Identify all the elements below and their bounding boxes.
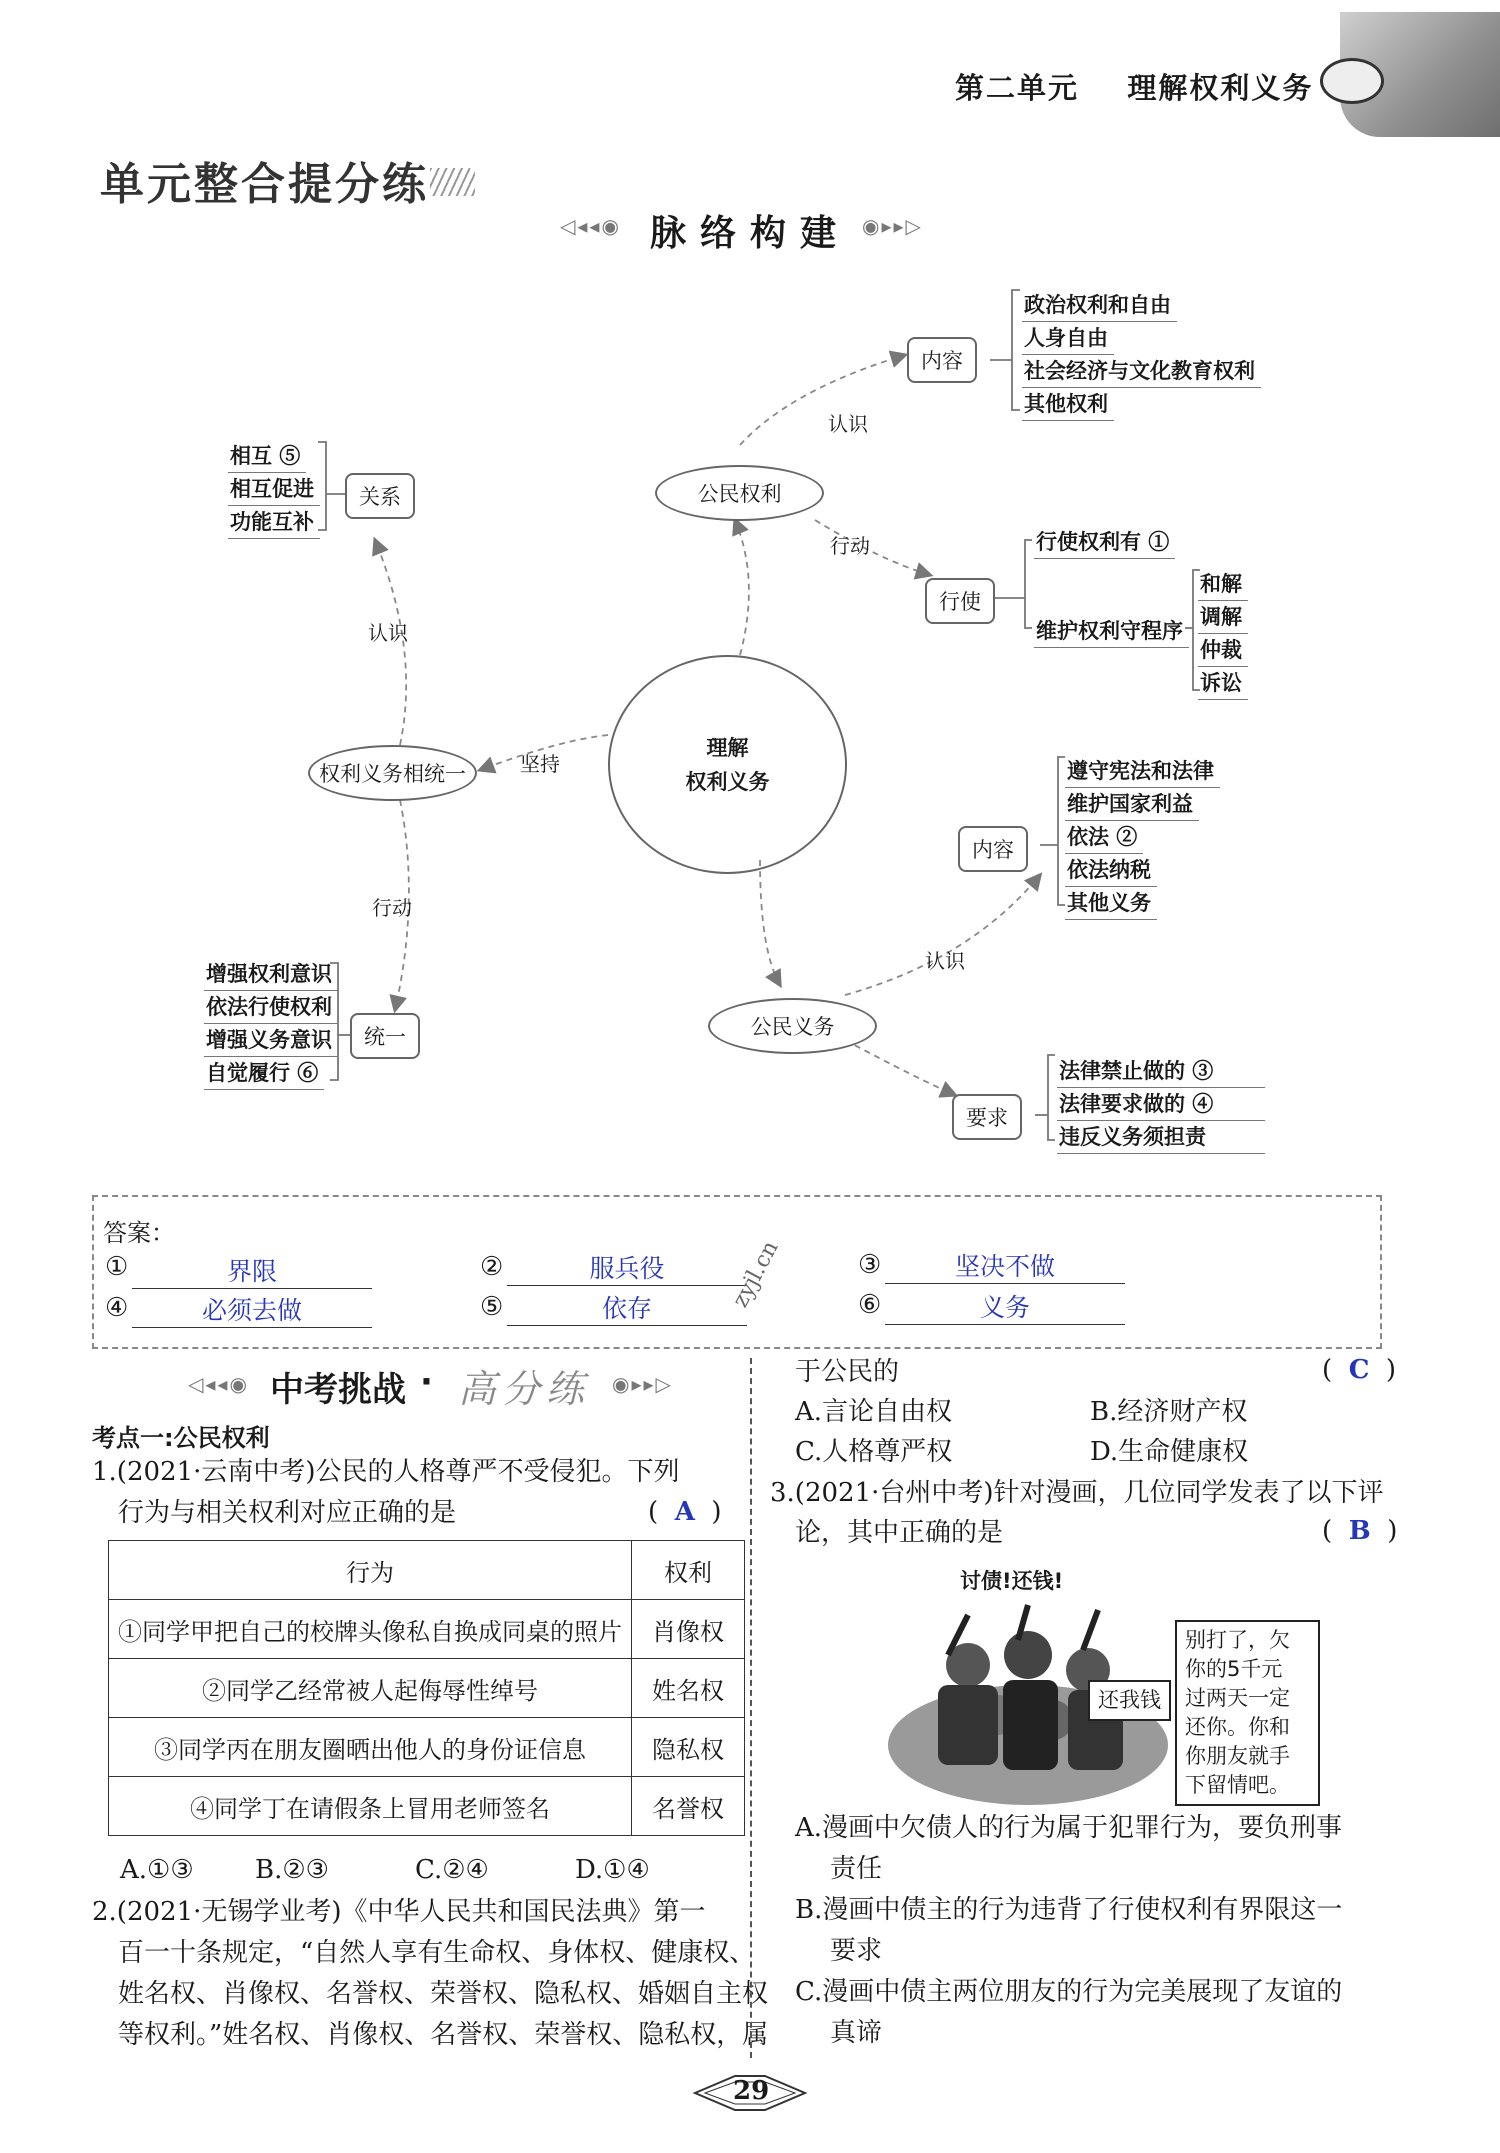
q3-option-c-line2: 真谛 (830, 2018, 883, 2048)
answer-label: 答案： (103, 1219, 175, 1247)
table-row (109, 1718, 745, 1777)
table-cell-act: ①同学甲把自己的校牌头像私自换成同桌的照片 (109, 1600, 632, 1659)
answer-value: 服兵役 (507, 1249, 747, 1286)
duties-content-item: 其他义务 (1065, 887, 1157, 920)
answer-num: ⑤ (480, 1292, 504, 1322)
duties-content-item: 遵守宪法和法律 (1065, 755, 1220, 788)
node-tongyi: 统一 (350, 1013, 420, 1059)
q2-option: A.言论自由权 (795, 1397, 953, 1427)
title-arrows-left-icon: ◁◂◂◉ (560, 214, 621, 238)
answer-num: ⑥ (858, 1290, 882, 1320)
node-citizen-rights: 公民权利 (655, 465, 824, 521)
rights-content-item: 社会经济与文化教育权利 (1022, 355, 1261, 388)
q2-answer: C (1348, 1355, 1370, 1385)
page-number: 29 (733, 2076, 770, 2106)
cartoon-caption: 讨债!还钱! (960, 1569, 1064, 1593)
q1-stem-line1: 1.(2021·云南中考)公民的人格尊严不受侵犯。下列 (92, 1457, 680, 1487)
q3-option-b-line2: 要求 (830, 1936, 883, 1966)
q2-stem-line: 百一十条规定，“自然人享有生命权、身体权、健康权、 (118, 1938, 756, 1968)
table-header-act: 行为 (109, 1541, 632, 1600)
challenge-subtitle: 高分练 (458, 1367, 591, 1411)
bubble-line: 你朋友就手 (1185, 1744, 1290, 1768)
q1-option: C.②④ (415, 1855, 489, 1885)
tongyi-item: 依法行使权利 (204, 991, 338, 1024)
cartoon-bubble-right (1175, 1620, 1320, 1806)
topic-heading: 考点一:公民权利 (92, 1424, 270, 1452)
answer-num: ① (105, 1252, 129, 1282)
q1-option: D.①④ (575, 1855, 650, 1885)
bubble-line: 你的5千元 (1185, 1657, 1283, 1681)
exercise-item: 行使权利有 ① (1034, 526, 1175, 559)
map-title: 脉络构建 (650, 213, 851, 254)
watermark: zyjl.cn (728, 1236, 784, 1312)
q2-option: B.经济财产权 (1090, 1397, 1248, 1427)
node-duties-require: 要求 (952, 1094, 1022, 1140)
title-arrows-right-icon: ◉▸▸▷ (862, 214, 923, 238)
duties-require-item: 法律禁止做的 ③ (1057, 1055, 1265, 1088)
relation-item: 相互促进 (228, 473, 320, 506)
duties-require-item: 法律要求做的 ④ (1057, 1088, 1265, 1121)
table-cell-act: ②同学乙经常被人起侮辱性绰号 (109, 1659, 632, 1718)
tongyi-item: 自觉履行 ⑥ (204, 1057, 324, 1090)
node-relation: 关系 (345, 473, 415, 519)
challenge-title: 中考挑战 (270, 1370, 406, 1410)
q2-stem-line: 2.(2021·无锡学业考)《中华人民共和国民法典》第一 (92, 1897, 706, 1927)
edge-label-unity-act: 行动 (372, 896, 412, 920)
edge-label-rights-act: 行动 (830, 534, 870, 558)
q1-table (108, 1540, 745, 1836)
unit-title: 第二单元 理解权利义务 (955, 71, 1314, 105)
table-row (109, 1659, 745, 1718)
q2-option: C.人格尊严权 (795, 1437, 953, 1467)
rights-content-item: 人身自由 (1022, 322, 1114, 355)
q1-option: A.①③ (120, 1855, 194, 1885)
q3-stem-line1: 3.(2021·台州中考)针对漫画，几位同学发表了以下评 (770, 1478, 1384, 1508)
relation-item: 功能互补 (228, 506, 320, 539)
q2-stem-line: 等权利。”姓名权、肖像权、名誉权、荣誉权、隐私权，属 (118, 2020, 769, 2050)
protect-item: 仲裁 (1198, 634, 1248, 667)
table-cell-right: 名誉权 (632, 1777, 745, 1836)
bubble-line: 下留情吧。 (1185, 1773, 1290, 1797)
node-duties-content: 内容 (958, 826, 1028, 872)
bubble-line: 别打了，欠 (1185, 1628, 1290, 1652)
q2-option: D.生命健康权 (1090, 1437, 1249, 1467)
q2-stem-line: 于公民的 (795, 1357, 900, 1387)
edge-label-persist: 坚持 (520, 752, 560, 776)
q1-answer-paren: ( A ) (648, 1497, 722, 1527)
section-title: 单元整合提分练 (100, 159, 429, 210)
tongyi-item: 增强义务意识 (204, 1024, 338, 1057)
rights-content-item: 其他权利 (1022, 388, 1114, 421)
answer-value: 坚决不做 (885, 1247, 1125, 1284)
q3-option-c-line1: C.漫画中债主两位朋友的行为完美展现了友谊的 (795, 1977, 1343, 2007)
q2-answer-paren: ( C ) (1322, 1355, 1397, 1385)
q1-option: B.②③ (255, 1855, 329, 1885)
q3-option-a-line1: A.漫画中欠债人的行为属于犯罪行为，要负刑事 (795, 1813, 1343, 1843)
duties-require-item: 违反义务须担责 (1057, 1121, 1265, 1154)
table-cell-act: ③同学丙在朋友圈晒出他人的身份证信息 (109, 1718, 632, 1777)
challenge-arrows-right-icon: ◉▸▸▷ (612, 1372, 673, 1396)
challenge-title-dot: · (420, 1362, 433, 1402)
bubble-line: 过两天一定 (1185, 1686, 1290, 1710)
bubble-line: 还你。你和 (1185, 1715, 1290, 1739)
answer-num: ④ (105, 1293, 129, 1323)
q1-stem-line2: 行为与相关权利对应正确的是 (118, 1498, 457, 1528)
q3-answer-paren: ( B ) (1322, 1516, 1398, 1546)
challenge-arrows-left-icon: ◁◂◂◉ (188, 1372, 249, 1396)
duties-content-item: 依法纳税 (1065, 854, 1157, 887)
q3-option-b-line1: B.漫画中债主的行为违背了行使权利有界限这一 (795, 1895, 1343, 1925)
column-divider (750, 1358, 752, 2058)
relation-item: 相互 ⑤ (228, 440, 306, 473)
node-rights-exercise: 行使 (925, 578, 995, 624)
protect-item: 诉讼 (1198, 667, 1248, 700)
edge-label-rights-recognize: 认识 (828, 412, 868, 436)
duties-content-item: 依法 ② (1065, 821, 1143, 854)
table-cell-right: 隐私权 (632, 1718, 745, 1777)
answer-num: ② (480, 1252, 504, 1282)
node-rights-content: 内容 (907, 337, 977, 383)
table-row (109, 1777, 745, 1836)
answer-value: 义务 (885, 1288, 1125, 1325)
answer-num: ③ (858, 1250, 882, 1280)
duties-content-item: 维护国家利益 (1065, 788, 1199, 821)
table-cell-right: 姓名权 (632, 1659, 745, 1718)
edge-label-duties-recognize: 认识 (925, 949, 965, 973)
answer-value: 依存 (507, 1289, 747, 1326)
table-cell-right: 肖像权 (632, 1600, 745, 1659)
map-center-node: 理解 权利义务 (608, 655, 847, 874)
node-citizen-duties: 公民义务 (708, 998, 877, 1054)
table-header-right: 权利 (632, 1541, 745, 1600)
table-row (109, 1600, 745, 1659)
q3-answer: B (1348, 1516, 1371, 1546)
cartoon-bubble-left: 还我钱 (1088, 1680, 1171, 1721)
answer-value: 界限 (132, 1252, 372, 1289)
tongyi-item: 增强权利意识 (204, 958, 338, 991)
q3-option-a-line2: 责任 (830, 1854, 883, 1884)
q3-stem-line2: 论，其中正确的是 (795, 1518, 1004, 1548)
answer-value: 必须去做 (132, 1291, 372, 1328)
q2-stem-line: 姓名权、肖像权、名誉权、荣誉权、隐私权、婚姻自主权 (118, 1979, 769, 2009)
rights-content-item: 政治权利和自由 (1022, 289, 1177, 322)
edge-label-unity-recognize: 认识 (368, 621, 408, 645)
protect-item: 和解 (1198, 568, 1248, 601)
q1-answer: A (674, 1497, 695, 1527)
protect-item: 调解 (1198, 601, 1248, 634)
node-rights-duties-unity: 权利义务相统一 (308, 745, 477, 801)
protect-procedure: 维护权利守程序 (1034, 615, 1189, 648)
table-cell-act: ④同学丁在请假条上冒用老师签名 (109, 1777, 632, 1836)
